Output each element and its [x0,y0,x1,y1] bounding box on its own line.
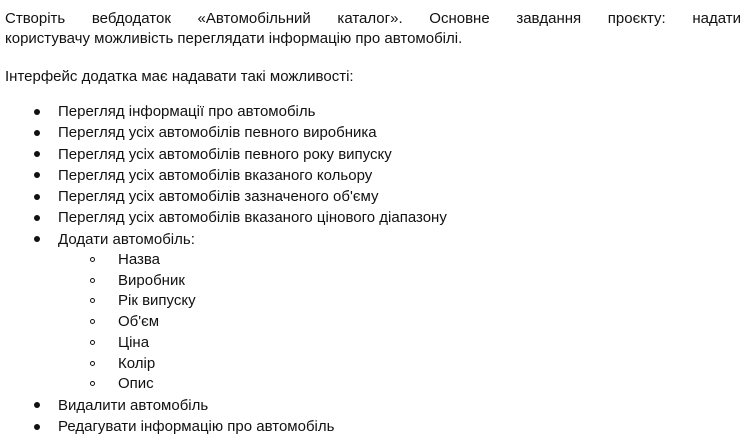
add-car-field [58,374,741,395]
feature-text: Перегляд усіх автомобілів певного виробника [58,124,377,142]
feature-text: Перегляд усіх автомобілів певного року випуску [58,145,392,163]
field-text: Об'єм [118,313,160,331]
intro-paragraph [5,9,741,49]
add-car-field [58,291,741,312]
intro-line-2: користувачу можливість переглядати інформацію про автомобілі. [5,30,463,47]
feature-item-add-car [5,229,741,395]
sub-bullet-icon [90,319,95,324]
sub-bullet-icon [90,298,95,303]
feature-text: Додати автомобіль: [58,230,195,248]
bullet-icon [34,424,40,430]
bullet-icon [34,402,40,408]
bullet-icon [34,151,40,157]
feature-item [5,122,741,143]
field-text: Рік випуску [118,292,196,310]
bullet-icon [34,194,40,200]
feature-text: Перегляд усіх автомобілів зазначеного об'єму [58,188,379,206]
add-car-field [58,312,741,333]
feature-item [5,395,741,416]
field-text: Назва [118,251,161,269]
sub-bullet-icon [90,340,95,345]
feature-list [5,101,741,437]
feature-text: Перегляд інформації про автомобіль [58,103,316,120]
bullet-icon [34,109,40,115]
field-text: Опис [118,375,154,393]
feature-text: Редагувати інформацію про автомобіль [58,418,335,436]
feature-text: Видалити автомобіль [58,396,209,414]
feature-item [5,416,741,437]
field-text: Колір [118,354,156,372]
add-car-field [58,333,741,354]
add-car-field [58,271,741,292]
capabilities-lead: Інтерфейс додатка має надавати такі можливості: [5,68,354,85]
feature-item [5,207,741,228]
bullet-icon [34,236,40,242]
feature-item [5,165,741,186]
feature-item [5,144,741,165]
bullet-icon [34,130,40,136]
intro-line-1: Створіть вебдодаток «Автомобільний каталог». Основне завдання проєкту: надати [5,10,741,27]
add-car-fields-list [58,250,741,395]
feature-item [5,101,741,122]
feature-item [5,186,741,207]
bullet-icon [34,172,40,178]
field-text: Виробник [118,271,185,289]
sub-bullet-icon [90,361,95,366]
sub-bullet-icon [90,257,95,262]
bullet-icon [34,215,40,221]
field-text: Ціна [118,333,150,351]
add-car-field [58,354,741,375]
sub-bullet-icon [90,381,95,386]
sub-bullet-icon [90,278,95,283]
feature-text: Перегляд усіх автомобілів вказаного кольору [58,166,373,184]
add-car-field [58,250,741,271]
feature-text: Перегляд усіх автомобілів вказаного цінового діапазону [58,209,447,227]
